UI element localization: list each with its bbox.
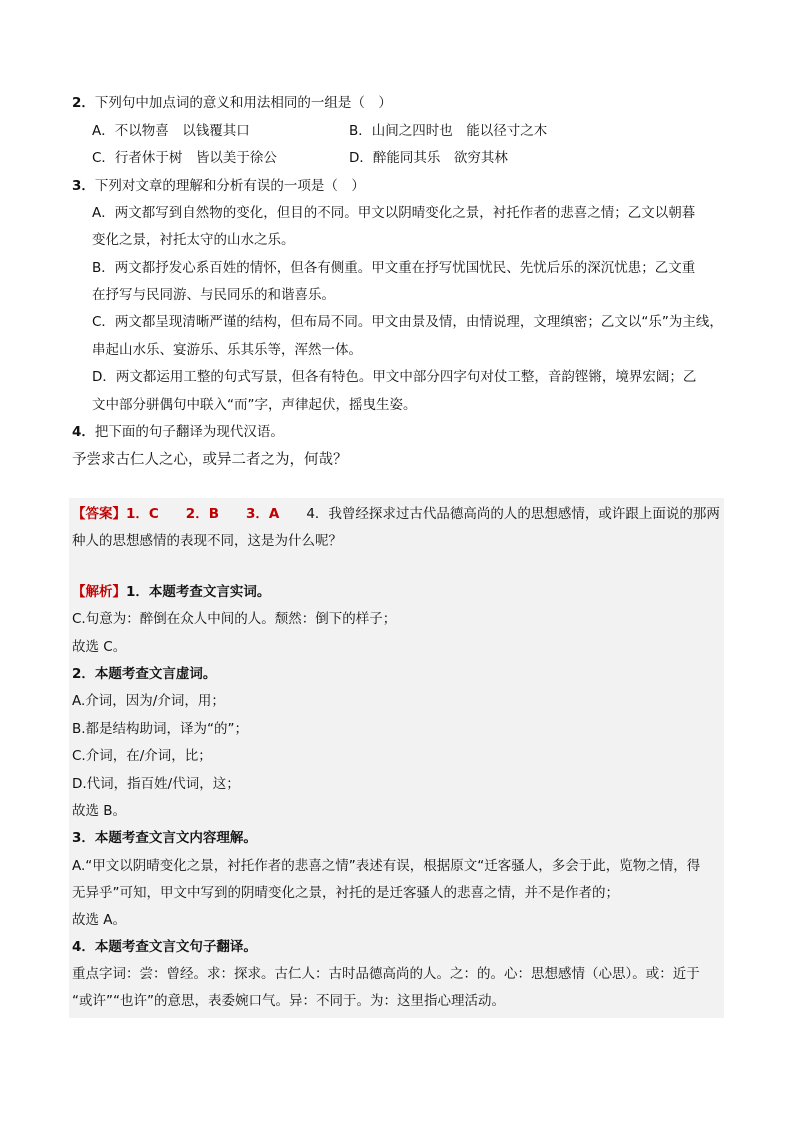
analysis-line: 4．本题考查文言文句子翻译。: [72, 939, 257, 955]
q4-sentence: 予尝求古仁人之心，或异二者之为，何哉？: [72, 452, 348, 468]
answer-q4-text: 4．我曾经探求过古代品德高尚的人的思想感情，或许跟上面说的那两: [306, 506, 720, 522]
q3-option-c-line1: C．两文都呈现清晰严谨的结构，但布局不同。甲文由景及情，由情说理，文理缜密；乙文以“乐”为主线，: [92, 314, 723, 330]
question-2-stem: [72, 93, 392, 113]
question-3-stem: [72, 176, 365, 196]
analysis-label: 【解析】: [72, 584, 126, 600]
analysis-line: C.句意为：醉倒在众人中间的人。颓然：倒下的样子；: [72, 611, 397, 627]
q2-option-b: B．山间之四时也 能以径寸之木: [349, 123, 548, 139]
question-number: 3．: [72, 178, 95, 194]
analysis-line: 无异乎”可知，甲文中写到的阴晴变化之景，衬托的是迁客骚人的悲喜之情，并不是作者的；: [72, 885, 619, 901]
analysis-line: A.介词，因为/介词，用；: [72, 693, 225, 709]
analysis-line: “或许”“也许”的意思，表委婉口气。异：不同于。为：这里指心理活动。: [72, 993, 505, 1009]
answer-label: 【答案】: [72, 506, 126, 522]
analysis-line: 重点字词：尝：曾经。求：探求。古仁人：古时品德高尚的人。之：的。心：思想感情（心思）。或：近于: [72, 966, 700, 982]
q3-option-a-line1: A．两文都写到自然物的变化，但目的不同。甲文以阴晴变化之景，衬托作者的悲喜之情；乙文以朝暮: [92, 205, 696, 221]
answer-line-2: 种人的思想感情的表现不同，这是为什么呢？: [72, 533, 342, 549]
analysis-line: A.“甲文以阴晴变化之景，衬托作者的悲喜之情”表述有误，根据原文“迁客骚人，多会于此，览物之情，得: [72, 858, 701, 874]
question-text: 把下面的句子翻译为现代汉语。: [94, 424, 284, 440]
answer-line-1: [72, 504, 720, 524]
analysis-line: B.都是结构助词，译为“的”；: [72, 721, 249, 737]
q3-option-a-line2: 变化之景，衬托太守的山水之乐。: [92, 232, 295, 248]
q2-option-c: C．行者休于树 皆以美于徐公: [92, 150, 277, 166]
question-4-stem: [72, 422, 284, 442]
question-text: 下列句中加点词的意义和用法相同的一组是（ ）: [94, 95, 392, 111]
analysis-heading: 【解析】1．本题考查文言实词。: [72, 584, 271, 600]
analysis-line: D.代词，指百姓/代词，这；: [72, 776, 240, 792]
question-number: 2．: [72, 95, 95, 111]
q3-option-b-line2: 在抒写与民同游、与民同乐的和谐喜乐。: [92, 287, 335, 303]
q3-option-d-line1: D．两文都运用工整的句式写景，但各有特色。甲文中部分四字句对仗工整，音韵铿锵，境界宏阔；乙: [92, 369, 697, 385]
analysis-line: C.介词，在/介词，比；: [72, 748, 212, 764]
q3-option-c-line2: 串起山水乐、宴游乐、乐其乐等，浑然一体。: [92, 342, 362, 358]
question-text: 下列对文章的理解和分析有误的一项是（ ）: [94, 178, 365, 194]
question-number: 4．: [72, 424, 95, 440]
analysis-line: 3．本题考查文言文内容理解。: [72, 830, 257, 846]
analysis-line: 故选 B。: [72, 803, 127, 819]
q3-option-b-line1: B．两文都抒发心系百姓的情怀，但各有侧重。甲文重在抒写忧国忧民、先忧后乐的深沉忧患；乙文重: [92, 260, 696, 276]
analysis-line: 故选 A。: [72, 912, 127, 928]
q3-option-d-line2: 文中部分骈偶句中联入“而”字，声律起伏，摇曳生姿。: [92, 397, 417, 413]
q2-option-a: A．不以物喜 以钱覆其口: [92, 123, 250, 139]
q2-option-d: D．醉能同其乐 欲穷其林: [349, 150, 508, 166]
answer-short: 1．C 2．B 3．A: [126, 506, 307, 522]
analysis-line: 故选 C。: [72, 639, 127, 655]
analysis-line: 2．本题考查文言虚词。: [72, 666, 217, 682]
